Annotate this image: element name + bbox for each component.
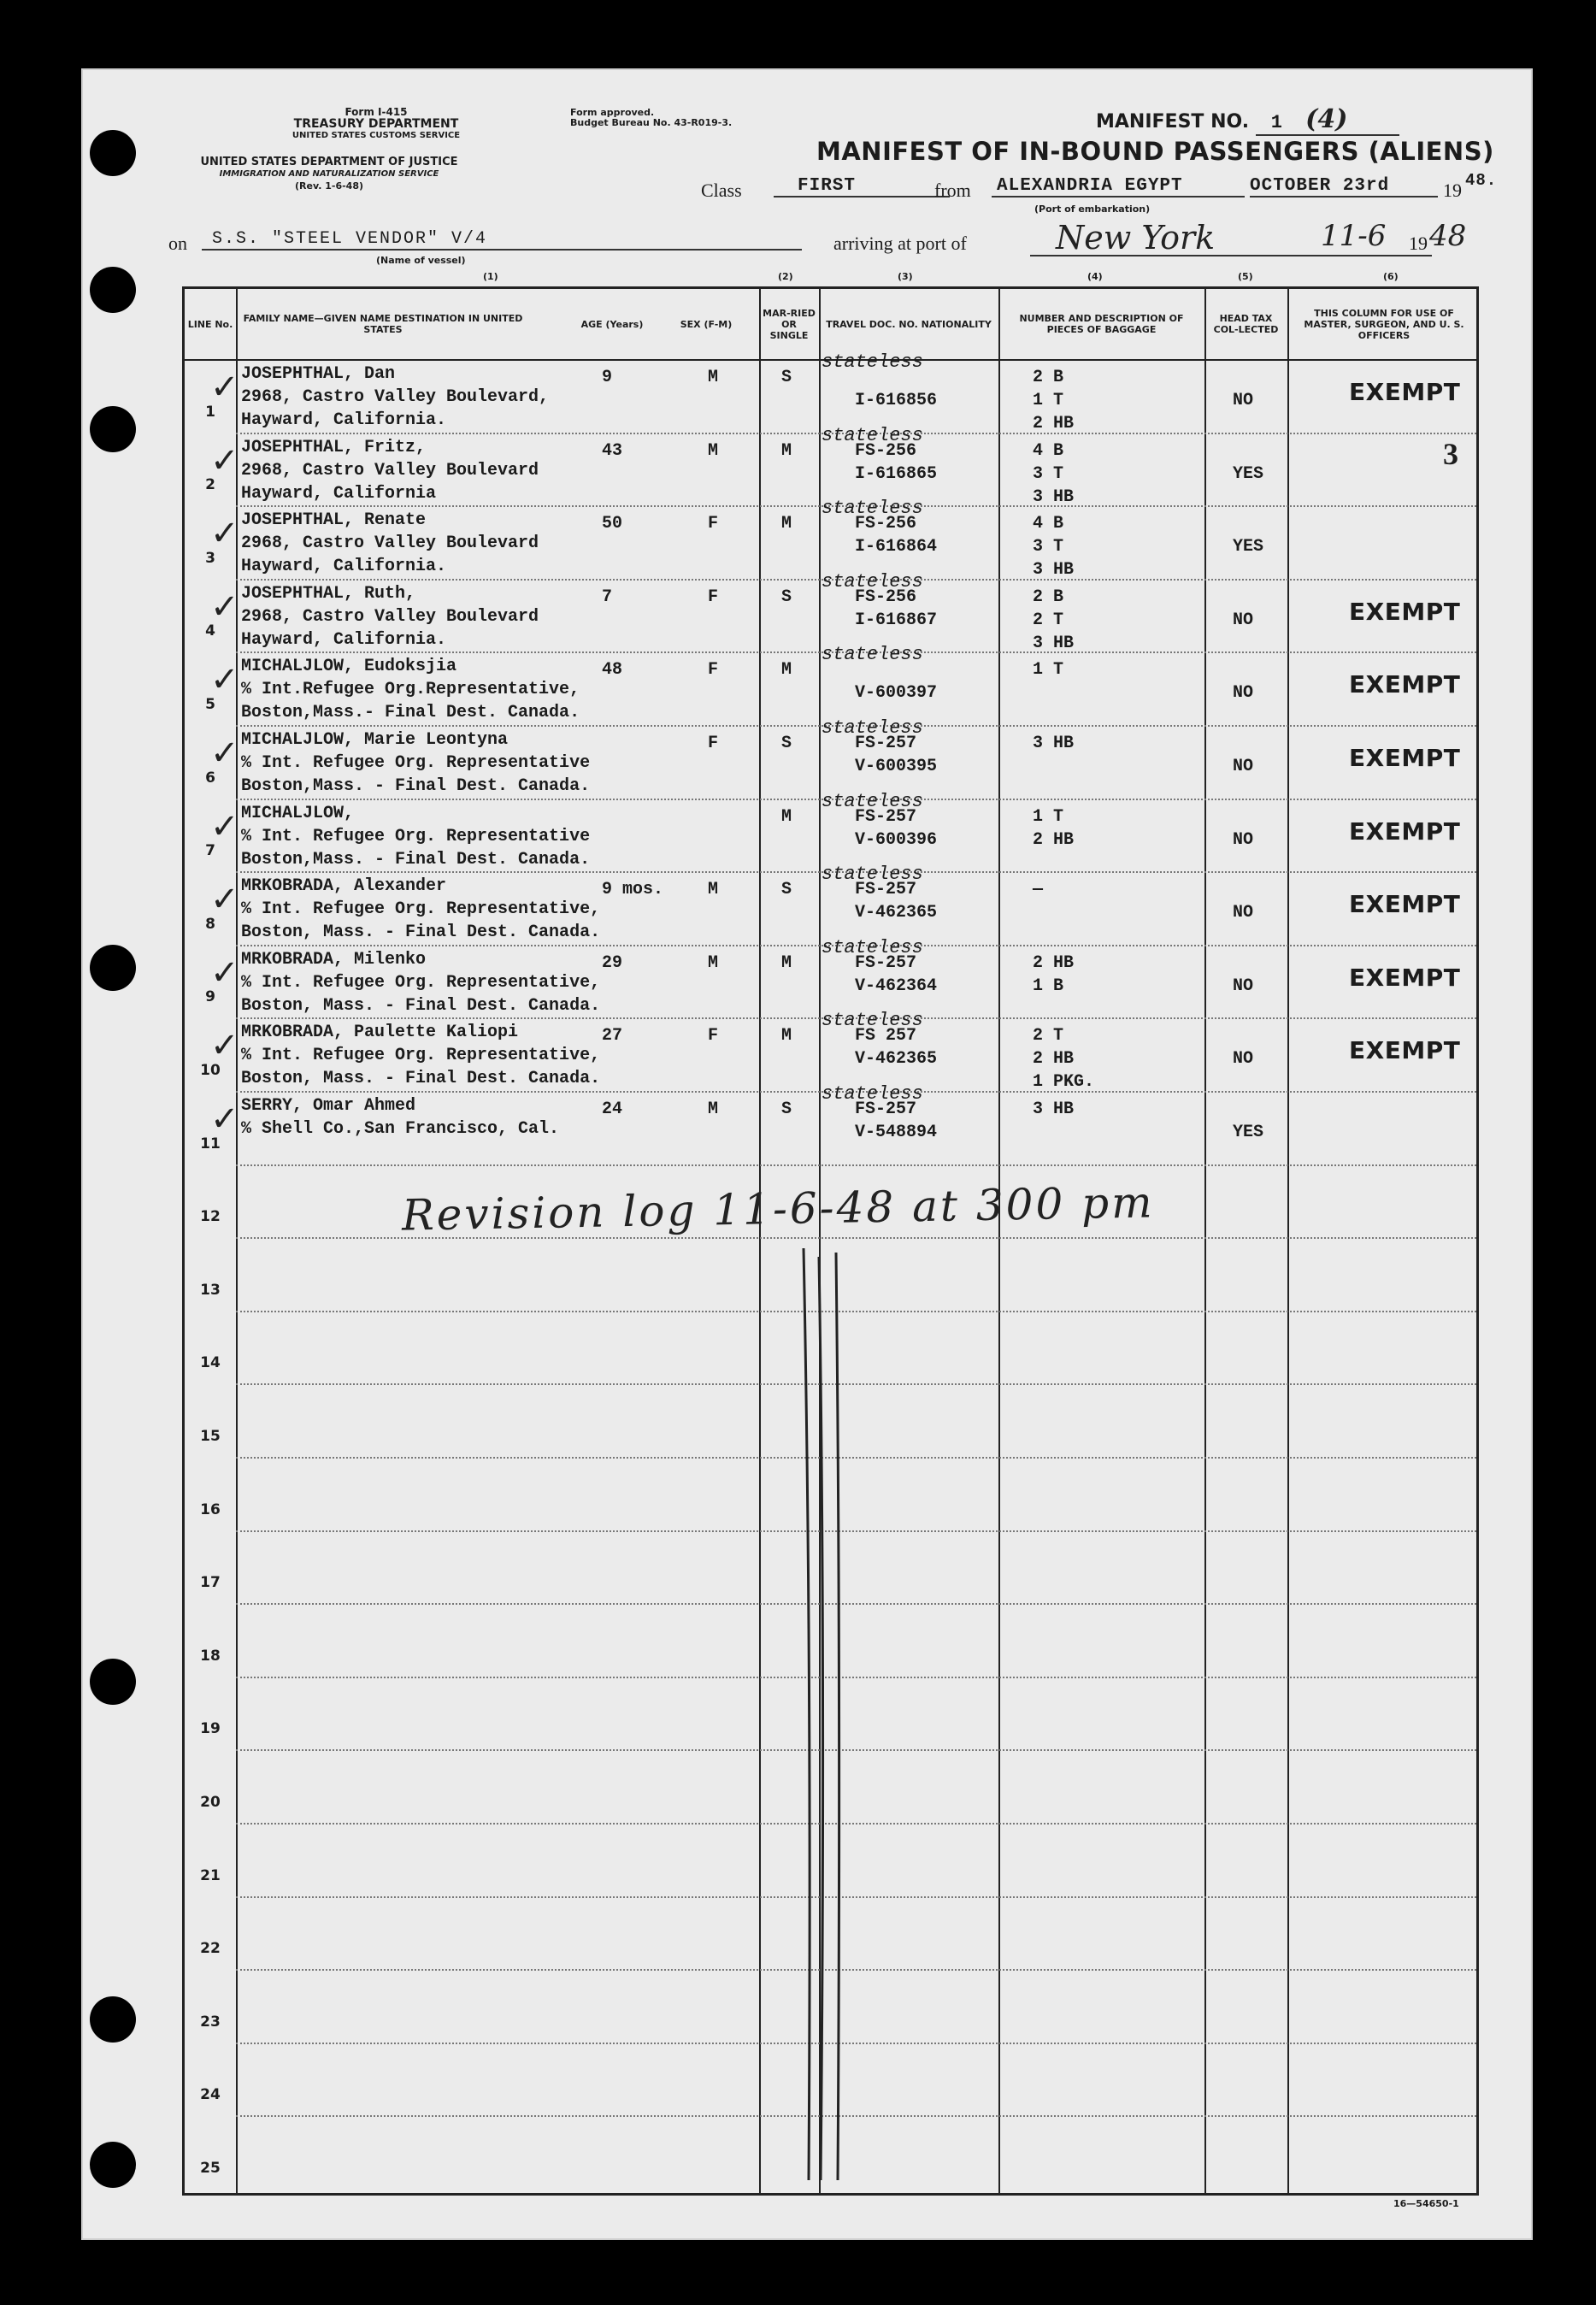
destination-line-1: 2968, Castro Valley Boulevard [241, 460, 539, 480]
budget-text: Budget Bureau No. 43-R019-3. [570, 117, 733, 128]
vessel-caption: (Name of vessel) [376, 255, 466, 266]
header-officers: THIS COLUMN FOR USE OF MASTER, SURGEON, AND U. S. OFFICERS [1304, 307, 1464, 341]
destination-line-1: 2968, Castro Valley Boulevard [241, 534, 539, 554]
passenger-name: MRKOBRADA, Milenko [241, 949, 427, 970]
from-label: from [934, 180, 971, 201]
travel-doc-number: I-616856 [855, 391, 938, 410]
travel-doc-type: FS-257 [855, 952, 917, 973]
line-number: 5 [205, 696, 215, 713]
passenger-sex: M [708, 880, 719, 900]
manifest-number [1096, 104, 1399, 136]
destination-line-2: Boston,Mass. - Final Dest. Canada. [241, 776, 591, 796]
marital-status: M [781, 806, 792, 827]
travel-doc-type: FS-256 [855, 587, 917, 607]
passenger-sex: F [708, 1026, 719, 1046]
destination-line-2: Hayward, California [241, 483, 437, 504]
baggage: 4 B 3 T 3 HB [1033, 514, 1075, 581]
officer-exempt-stamp: EXEMPT [1349, 670, 1461, 699]
ins-title: IMMIGRATION AND NATURALIZATION SERVICE [219, 169, 439, 179]
line-number: 6 [205, 769, 215, 787]
header-line-no: LINE No. [187, 318, 233, 330]
travel-doc-type: FS-257 [855, 806, 917, 827]
baggage: 1 T [1033, 660, 1064, 681]
marital-status: M [781, 514, 792, 534]
head-tax: YES [1233, 537, 1264, 557]
treasury-dept: TREASURY DEPARTMENT [293, 117, 459, 131]
arrival-port-field [1030, 219, 1432, 256]
travel-doc-number: V-462364 [855, 976, 938, 996]
row-divider [236, 1164, 1476, 1166]
destination-line-1: % Int. Refugee Org. Representative [241, 753, 591, 773]
arrival-year-prefix: 19 [1409, 233, 1428, 254]
approved-text: Form approved. [570, 107, 655, 118]
travel-doc-type: FS-256 [855, 440, 917, 461]
col-num-4: (4) [1087, 271, 1103, 282]
destination-line-2: Boston,Mass. - Final Dest. Canada. [241, 849, 591, 870]
passenger-sex: M [708, 952, 719, 973]
head-tax: NO [1233, 610, 1254, 630]
officer-exempt-stamp: EXEMPT [1349, 597, 1461, 626]
travel-doc-type: FS-256 [855, 514, 917, 534]
header-head-tax: HEAD TAX COL-LECTED [1213, 313, 1279, 335]
stateless-annotation: stateless [822, 790, 923, 812]
stateless-annotation: stateless [822, 498, 923, 520]
line-number: 14 [200, 1354, 221, 1372]
travel-doc-number: I-616865 [855, 463, 938, 484]
line-number: 20 [200, 1794, 221, 1811]
passenger-name: JOSEPHTHAL, Dan [241, 364, 396, 384]
passenger-name: JOSEPHTHAL, Renate [241, 510, 427, 531]
stateless-annotation: stateless [822, 1010, 923, 1032]
passenger-age: 7 [602, 587, 613, 607]
passenger-sex: M [708, 368, 719, 387]
port-caption: (Port of embarkation) [1034, 203, 1151, 215]
form-code: 16—54650-1 [1393, 2198, 1459, 2209]
passenger-name: MICHALJLOW, Marie Leontyna [241, 730, 509, 750]
destination-line-2: Boston, Mass. - Final Dest. Canada. [241, 995, 601, 1016]
officer-exempt-stamp: EXEMPT [1349, 890, 1461, 919]
arrival-port-handwritten: New York [1056, 219, 1216, 256]
check-mark-icon: ✓ [210, 514, 239, 554]
destination-line-2: Hayward, California. [241, 410, 447, 430]
baggage: 3 HB [1033, 1099, 1075, 1119]
check-mark-icon: ✓ [210, 660, 239, 700]
destination-line-1: 2968, Castro Valley Boulevard, [241, 387, 550, 407]
header-left [248, 106, 504, 142]
line-number: 15 [200, 1428, 221, 1445]
destination-line-2: Boston, Mass. - Final Dest. Canada. [241, 1069, 601, 1089]
line-number: 24 [200, 2086, 221, 2104]
marital-status: M [781, 660, 792, 681]
head-tax: NO [1233, 829, 1254, 850]
passenger-name: MICHALJLOW, [241, 803, 355, 823]
check-mark-icon: ✓ [210, 1026, 239, 1066]
manifest-title: MANIFEST OF IN-BOUND PASSENGERS (ALIENS) [816, 137, 1494, 166]
head-tax: NO [1233, 1049, 1254, 1070]
check-mark-icon: ✓ [210, 587, 239, 627]
binder-hole [90, 1659, 136, 1705]
destination-line-2: Hayward, California. [241, 629, 447, 650]
line-number: 23 [200, 2013, 221, 2031]
year-value: 48. [1465, 171, 1498, 190]
rev-date: (Rev. 1-6-48) [294, 180, 363, 192]
header-doj [162, 156, 496, 192]
passenger-age: 27 [602, 1026, 623, 1046]
departure-date: OCTOBER 23rd [1250, 176, 1438, 197]
passenger-name: JOSEPHTHAL, Ruth, [241, 583, 416, 604]
head-tax: NO [1233, 683, 1254, 704]
travel-doc-number: V-462365 [855, 1049, 938, 1070]
class-value: FIRST [774, 176, 950, 197]
header-married: MAR-RIED OR SINGLE [763, 307, 816, 341]
travel-doc-type: FS 257 [855, 1026, 917, 1046]
check-mark-icon: ✓ [210, 1099, 239, 1139]
arriving-label: arriving at port of [833, 233, 967, 254]
manifest-no-handwritten: (4) [1305, 104, 1348, 134]
baggage: 3 HB [1033, 734, 1075, 753]
marital-status: S [781, 1099, 792, 1119]
officer-exempt-stamp: EXEMPT [1349, 816, 1461, 846]
passenger-sex: M [708, 440, 719, 461]
check-mark-icon: ✓ [210, 880, 239, 920]
head-tax: YES [1233, 463, 1264, 484]
line-number: 3 [205, 549, 215, 567]
col-num-2: (2) [778, 271, 793, 282]
passenger-name: MICHALJLOW, Eudoksjia [241, 657, 457, 677]
baggage: 2 B 2 T 3 HB [1033, 587, 1075, 653]
baggage: 2 HB 1 B [1033, 952, 1075, 996]
destination-line-1: % Int. Refugee Org. Representative, [241, 1046, 601, 1066]
stateless-annotation: stateless [822, 570, 923, 592]
passenger-name: MRKOBRADA, Paulette Kaliopi [241, 1023, 519, 1043]
marital-status: M [781, 440, 792, 461]
line-number: 9 [205, 988, 215, 1006]
handwritten-note-line12: Revision log 11-6-48 at 300 pm [401, 1177, 1156, 1241]
destination-line-1: % Int. Refugee Org. Representative [241, 826, 591, 846]
marital-status: M [781, 952, 792, 973]
head-tax: NO [1233, 757, 1254, 776]
binder-hole [90, 945, 136, 991]
check-mark-icon: ✓ [210, 952, 239, 993]
baggage: 1 T 2 HB [1033, 806, 1075, 850]
travel-doc-number: V-462365 [855, 903, 938, 923]
destination-line-1: % Shell Co.,San Francisco, Cal. [241, 1119, 560, 1139]
header-age: AGE (Years) [580, 318, 644, 330]
baggage: — [1033, 880, 1044, 900]
head-tax: NO [1233, 903, 1254, 923]
check-mark-icon: ✓ [210, 806, 239, 846]
travel-doc-number: V-548894 [855, 1123, 938, 1142]
passenger-age: 48 [602, 660, 623, 681]
header-travel-doc: TRAVEL DOC. NO. NATIONALITY [826, 318, 992, 330]
line-number: 11 [200, 1135, 221, 1152]
line-number: 10 [200, 1062, 221, 1079]
header-baggage: NUMBER AND DESCRIPTION OF PIECES OF BAGGAGE [1019, 313, 1184, 335]
travel-doc-type: FS-257 [855, 734, 917, 753]
arrival-date-handwritten: 11-6 [1321, 219, 1387, 253]
binder-hole [90, 130, 136, 176]
header-sex: SEX (F-M) [680, 318, 733, 330]
baggage: 2 T 2 HB 1 PKG. [1033, 1026, 1095, 1093]
baggage: 4 B 3 T 3 HB [1033, 440, 1075, 507]
line-number: 8 [205, 915, 215, 933]
stateless-annotation: stateless [822, 424, 923, 446]
passenger-sex: F [708, 734, 719, 753]
customs-service: UNITED STATES CUSTOMS SERVICE [292, 131, 461, 140]
passenger-sex: F [708, 587, 719, 607]
head-tax: YES [1233, 1123, 1264, 1142]
travel-doc-type: FS-257 [855, 1099, 917, 1119]
line-number: 2 [205, 476, 215, 494]
passenger-age: 50 [602, 514, 623, 534]
passenger-age: 24 [602, 1099, 623, 1119]
passenger-sex: M [708, 1099, 719, 1119]
binder-hole [90, 406, 136, 452]
destination-line-2: Boston,Mass.- Final Dest. Canada. [241, 703, 580, 723]
doj-title: UNITED STATES DEPARTMENT OF JUSTICE [200, 156, 458, 168]
stateless-annotation: stateless [822, 351, 923, 373]
marital-status: S [781, 880, 792, 900]
travel-doc-type: FS-257 [855, 880, 917, 900]
check-mark-icon: ✓ [210, 440, 239, 480]
passenger-sex: F [708, 514, 719, 534]
pen-strokes [769, 1240, 872, 2189]
head-tax: NO [1233, 976, 1254, 996]
line-number: 13 [200, 1281, 221, 1299]
travel-doc-number: I-616867 [855, 610, 938, 630]
manifest-label: MANIFEST NO. [1096, 111, 1250, 133]
marital-status: S [781, 368, 792, 387]
line-number: 12 [200, 1208, 221, 1226]
travel-doc-number: I-616864 [855, 537, 938, 557]
line-number: 16 [200, 1500, 221, 1518]
port-of-embarkation: ALEXANDRIA EGYPT [992, 176, 1245, 197]
officer-exempt-stamp: EXEMPT [1349, 378, 1461, 406]
stateless-annotation: stateless [822, 936, 923, 958]
passenger-age: 9 mos. [602, 880, 664, 900]
col-num-6: (6) [1383, 271, 1399, 282]
check-mark-icon: ✓ [210, 368, 239, 407]
arrival-year-handwritten: 48 [1429, 219, 1467, 253]
col-num-3: (3) [898, 271, 913, 282]
line-number: 1 [205, 403, 215, 421]
stateless-annotation: stateless [822, 864, 923, 886]
travel-doc-number: V-600396 [855, 829, 938, 850]
marital-status: S [781, 734, 792, 753]
line-number: 25 [200, 2160, 221, 2177]
passenger-age: 43 [602, 440, 623, 461]
col-num-1: (1) [483, 271, 498, 282]
passenger-age: 9 [602, 368, 613, 387]
on-label: on [168, 233, 187, 254]
destination-line-2: Boston, Mass. - Final Dest. Canada. [241, 923, 601, 943]
line-number: 19 [200, 1720, 221, 1738]
line-number: 21 [200, 1866, 221, 1884]
stateless-annotation: stateless [822, 717, 923, 739]
destination-line-1: % Int.Refugee Org.Representative, [241, 680, 580, 700]
travel-doc-number: V-600397 [855, 683, 938, 704]
destination-line-2: Hayward, California. [241, 557, 447, 577]
line-number: 17 [200, 1574, 221, 1592]
destination-line-1: % Int. Refugee Org. Representative, [241, 899, 601, 920]
line-number: 4 [205, 622, 215, 640]
officer-exempt-stamp: EXEMPT [1349, 963, 1461, 992]
officer-note-number: 3 [1443, 437, 1458, 471]
binder-hole [90, 2142, 136, 2188]
line-number: 7 [205, 842, 215, 860]
stateless-annotation: stateless [822, 1083, 923, 1105]
passenger-name: MRKOBRADA, Alexander [241, 876, 447, 897]
form-approved [570, 108, 732, 128]
line-number: 22 [200, 1940, 221, 1958]
passenger-name: JOSEPHTHAL, Fritz, [241, 437, 427, 457]
binder-hole [90, 267, 136, 313]
header-name: FAMILY NAME—GIVEN NAME DESTINATION IN UNITED STATES [243, 313, 523, 335]
passenger-age: 29 [602, 952, 623, 973]
passenger-name: SERRY, Omar Ahmed [241, 1096, 416, 1116]
year-prefix: 19 [1443, 180, 1462, 201]
class-label: Class [701, 180, 742, 201]
officer-exempt-stamp: EXEMPT [1349, 744, 1461, 772]
binder-hole [90, 1996, 136, 2043]
officer-exempt-stamp: EXEMPT [1349, 1036, 1461, 1065]
destination-line-1: 2968, Castro Valley Boulevard [241, 606, 539, 627]
stateless-annotation: stateless [822, 644, 923, 666]
marital-status: M [781, 1026, 792, 1046]
passenger-sex: F [708, 660, 719, 681]
line-number: 18 [200, 1647, 221, 1665]
manifest-no-value: 1 [1270, 112, 1282, 133]
baggage: 2 B 1 T 2 HB [1033, 368, 1075, 433]
check-mark-icon: ✓ [210, 734, 239, 773]
manifest-no-field [1256, 104, 1399, 136]
marital-status: S [781, 587, 792, 607]
col-num-5: (5) [1238, 271, 1253, 282]
head-tax: NO [1233, 391, 1254, 410]
destination-line-1: % Int. Refugee Org. Representative, [241, 972, 601, 993]
form-number: Form I-415 [345, 106, 408, 118]
travel-doc-number: V-600395 [855, 757, 938, 776]
vessel-name: S.S. "STEEL VENDOR" V/4 [202, 229, 802, 251]
